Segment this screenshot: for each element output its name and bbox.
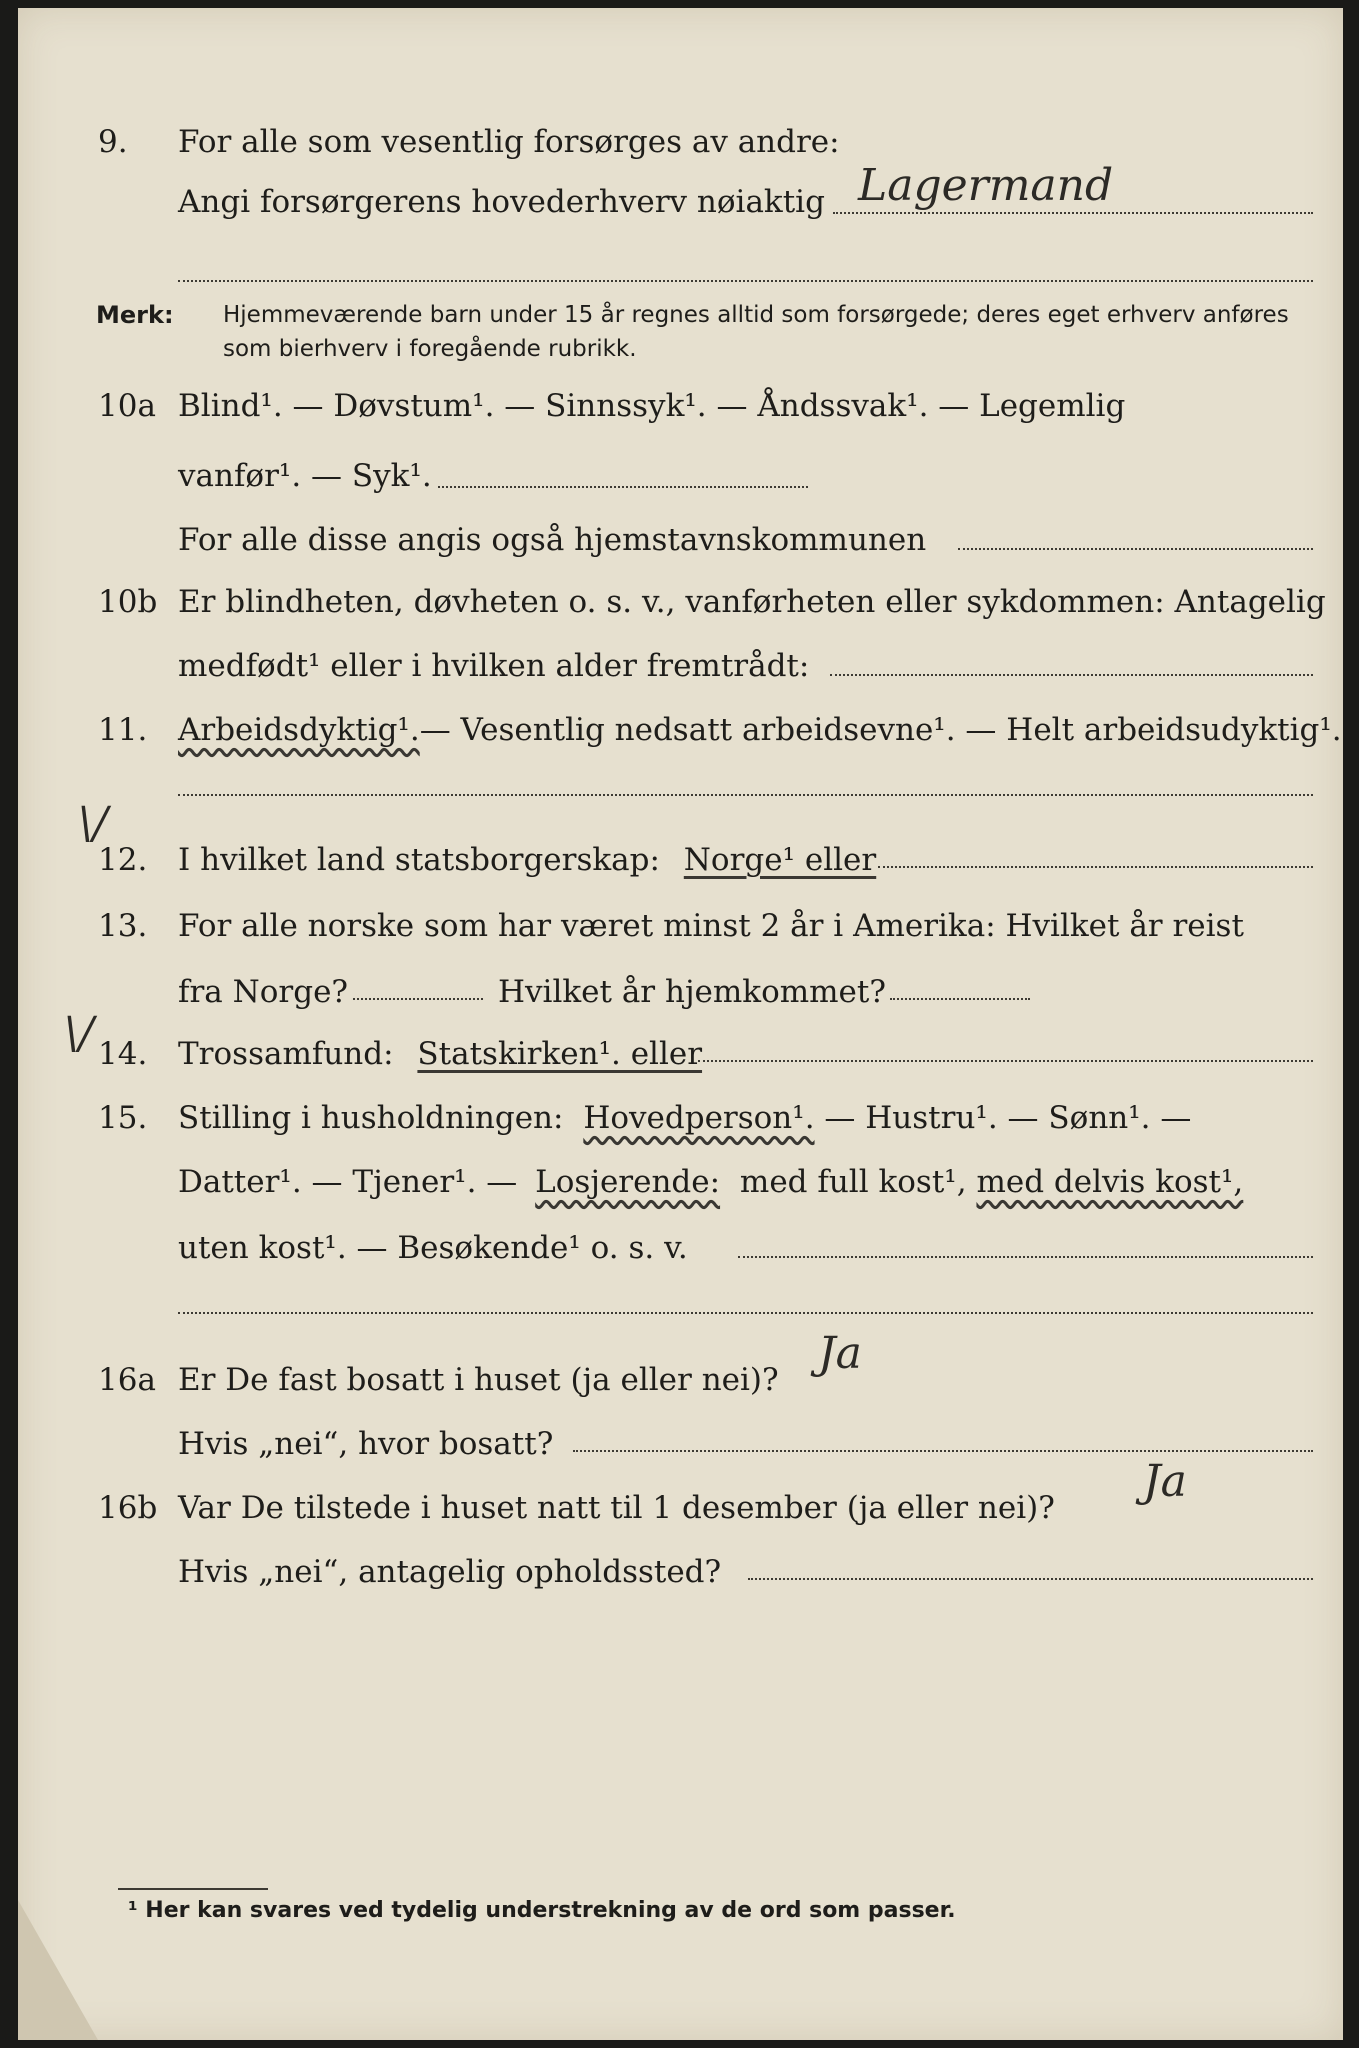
q12-number: 12. (98, 842, 148, 878)
q16b-line2-dots (748, 1578, 1313, 1580)
q15-line2c: med full kost¹, (739, 1164, 967, 1200)
q11-extra-line (178, 794, 1313, 796)
q15-extra-line (178, 1312, 1313, 1314)
q14-dots (698, 1060, 1313, 1062)
q15-line2d: med delvis kost¹, (976, 1164, 1244, 1200)
q9-line2: Angi forsørgerens hovederhverv nøiaktig (178, 184, 825, 220)
q16a-line1: Er De fast bosatt i huset (ja eller nei)? (178, 1362, 779, 1398)
footnote: ¹ Her kan svares ved tydelig understrekning av de ord som passer. (128, 1898, 956, 1923)
q15-line1c: — Hustru¹. — Sønn¹. — (824, 1100, 1192, 1136)
q16a-handwritten-answer: Ja (818, 1328, 862, 1379)
q14-line (178, 1030, 702, 1078)
q16b-handwritten-answer: Ja (1143, 1456, 1187, 1507)
q10a-line2-dots (438, 486, 808, 488)
q10a-number: 10a (98, 388, 156, 424)
q10a-line2: vanfør¹. — Syk¹. (178, 458, 432, 494)
q16a-number: 16a (98, 1362, 156, 1398)
q13-dots-b (890, 998, 1030, 1000)
q13-line2b: Hvilket år hjemkommet? (498, 974, 886, 1010)
q16b-line2: Hvis „nei“, antagelig opholdssted? (178, 1554, 722, 1590)
q15-line2 (178, 1158, 1243, 1206)
q10b-line1: Er blindheten, døvheten o. s. v., vanførheten eller sykdommen: Antagelig (178, 584, 1326, 620)
q9-handwritten-answer: Lagermand (858, 160, 1114, 211)
q16a-line2-dots (573, 1450, 1313, 1452)
check-mark-icon: \/ (78, 798, 108, 849)
q14-answer: Statskirken¹. eller (417, 1036, 703, 1072)
q10a-line1: Blind¹. — Døvstum¹. — Sinnssyk¹. — Åndssvak¹. — Legemlig (178, 388, 1126, 424)
q13-line2a: fra Norge? (178, 974, 349, 1010)
merk-label: Merk: (96, 301, 174, 329)
folded-corner (18, 1900, 98, 2040)
q12-text: I hvilket land statsborgerskap: (178, 842, 660, 878)
q16a-line2: Hvis „nei“, hvor bosatt? (178, 1426, 554, 1462)
q15-number: 15. (98, 1100, 148, 1136)
q15-line3-dots (738, 1256, 1313, 1258)
q9-line1: For alle som vesentlig forsørges av andre: (178, 124, 840, 160)
q15-selected-option: Hovedperson¹. (583, 1100, 815, 1136)
q10a-line3: For alle disse angis også hjemstavnskommunen (178, 522, 927, 558)
q10b-number: 10b (98, 584, 158, 620)
q15-losjerende: Losjerende: (535, 1164, 721, 1200)
footnote-rule (118, 1888, 268, 1890)
q13-dots-a (353, 998, 483, 1000)
merk-text: Hjemmeværende barn under 15 år regnes alltid som forsørgede; deres eget erhverv anføres som bierhverv i foregående rubrikk. (223, 302, 1289, 362)
q15-line3: uten kost¹. — Besøkende¹ o. s. v. (178, 1230, 688, 1266)
q16b-line1: Var De tilstede i huset natt til 1 desember (ja eller nei)? (178, 1490, 1055, 1526)
q9-extra-line (178, 280, 1313, 282)
q15-line2a: Datter¹. — Tjener¹. — (178, 1164, 518, 1200)
q13-line1: For alle norske som har været minst 2 år i Amerika: Hvilket år reist (178, 908, 1244, 944)
q16b-number: 16b (98, 1490, 158, 1526)
q11-line (178, 706, 1342, 754)
check-mark-icon: \/ (64, 1008, 94, 1059)
q14-number: 14. (98, 1036, 148, 1072)
q11-selected-option: Arbeidsdyktig¹. (178, 712, 420, 748)
q15-line1a: Stilling i husholdningen: (178, 1100, 564, 1136)
q12-answer: Norge¹ eller (683, 842, 877, 878)
q15-line1 (178, 1094, 1191, 1142)
q10a-line3-dots (958, 548, 1313, 550)
q12-line (178, 836, 876, 884)
q9-number: 9. (98, 124, 128, 160)
census-form-page (18, 8, 1343, 2040)
q11-rest: — Vesentlig nedsatt arbeidsevne¹. — Helt arbeidsudyktig¹. (419, 712, 1342, 748)
q11-number: 11. (98, 712, 148, 748)
q13-number: 13. (98, 908, 148, 944)
q10b-line2-dots (830, 674, 1313, 676)
q10b-line2: medfødt¹ eller i hvilken alder fremtrådt: (178, 648, 810, 684)
q12-dots (878, 866, 1313, 868)
q14-text: Trossamfund: (178, 1036, 394, 1072)
q9-answer-line (833, 212, 1313, 214)
